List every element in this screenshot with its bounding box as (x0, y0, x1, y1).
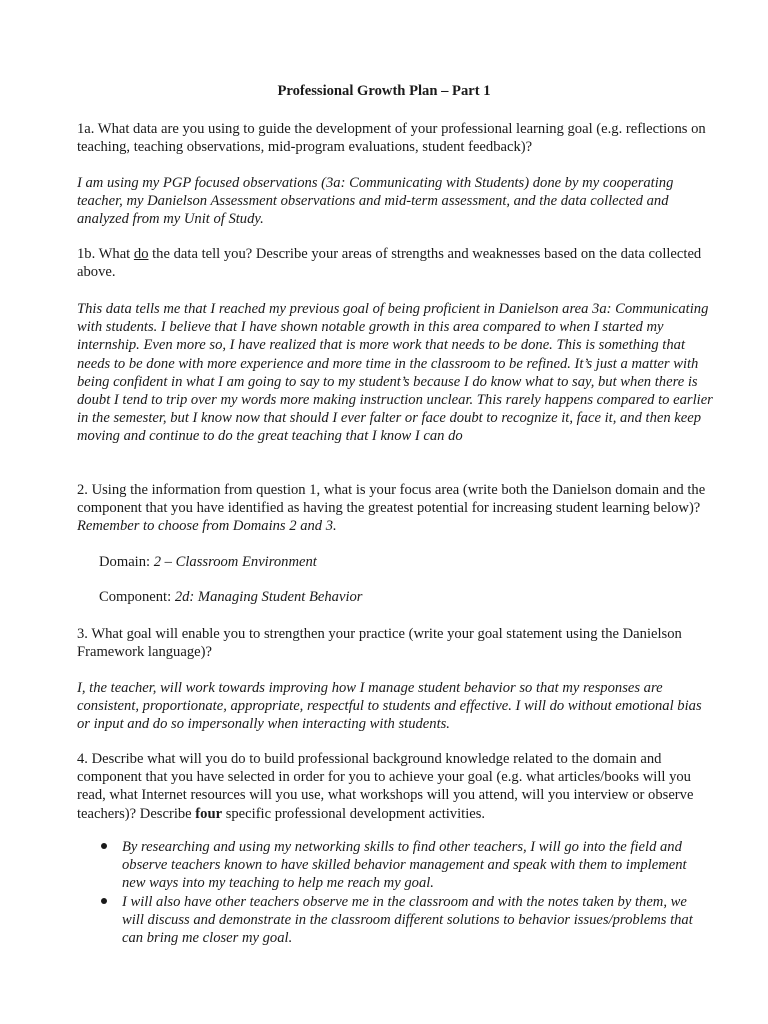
page-title: Professional Growth Plan – Part 1 (277, 83, 491, 99)
question-3: 3. What goal will enable you to strengthen your practice (write your goal statement using the Danielson Framework language)? (77, 626, 682, 661)
list-item (99, 838, 709, 893)
list-item-text: I will also have other teachers observe me in the classroom and with the notes taken by them, we will discuss and demonstrate in the classroom different solutions to behavior issues/problems that can bring me closer my goal. (122, 893, 693, 947)
component-label: Component: (99, 589, 175, 605)
question-4-suffix: specific professional development activities. (222, 805, 486, 822)
domain-label: Domain: (99, 554, 154, 570)
question-1b (77, 245, 717, 281)
domain-value: 2 – Classroom Environment (153, 554, 317, 570)
bullet-icon (101, 898, 107, 904)
activity-list (99, 838, 709, 947)
question-2-text: 2. Using the information from question 1, what is your focus area (write both the Danielson domain and the component that you have identified as having the greatest potential for increasing student learning below)? (77, 482, 706, 517)
answer-3: I, the teacher, will work towards improving how I manage student behavior so that my responses are consistent, proportionate, appropriate, respectful to students and effective. I will do without emotional bias or input and do so impersonally when interacting with students. (77, 680, 702, 733)
question-2-reminder: Remember to choose from Domains 2 and 3. (77, 518, 337, 535)
component-value: 2d: Managing Student Behavior (174, 589, 363, 605)
question-1b-prefix: 1b. What (77, 246, 134, 262)
question-1a: 1a. What data are you using to guide the development of your professional learning goal (e.g. reflections on teaching, teaching observations, mid-program evaluations, student feedback)? (77, 121, 706, 156)
answer-1a: I am using my PGP focused observations (3a: Communicating with Students) done by my cooperating teacher, my Danielson Assessment observations and mid-term assessment, and the data collected and analyzed from my Unit of Study. (77, 175, 674, 228)
domain-line (99, 553, 699, 571)
list-item-text: By researching and using my networking skills to find other teachers, I will go into the field and observe teachers known to have skilled behavior management and speak with them to implement new ways into my teaching to help me reach my goal. (122, 839, 687, 892)
question-2 (77, 481, 717, 536)
question-4-text: 4. Describe what will you do to build professional background knowledge related to the domain and component that you have selected in order for you to achieve your goal (e.g. what articles/books will you read, what Internet resources will you use, what workshops will you attend, will you interview or observe teachers)? Describe (77, 751, 694, 822)
question-1b-suffix: the data tell you? Describe your areas of strengths and weaknesses based on the data collected above. (77, 246, 702, 281)
question-4-bold: four (195, 805, 223, 822)
answer-1b: This data tells me that I reached my previous goal of being proficient in Danielson area 3a: Communicating with students. I believe that I have shown notable growth in this area compared to when I started my internship. Even more so, I have realized that is more work that needs to be done. This is something that needs to be done with more experience and more time in the classroom to be refined. It’s just a matter with being confident in what I am going to say to my student’s because I do know what to say, but when there is doubt I tend to trip over my words more making instruction unclear. This rarely happens compared to earlier in the semester, but I know now that should I ever falter or face doubt to recognize it, face it, and then keep moving and continue to do the great teaching that I know I can do (77, 301, 713, 445)
list-item (99, 893, 709, 948)
question-1b-underlined: do (133, 246, 149, 262)
bullet-icon (101, 843, 107, 849)
component-line (99, 588, 699, 606)
question-4 (77, 750, 717, 823)
